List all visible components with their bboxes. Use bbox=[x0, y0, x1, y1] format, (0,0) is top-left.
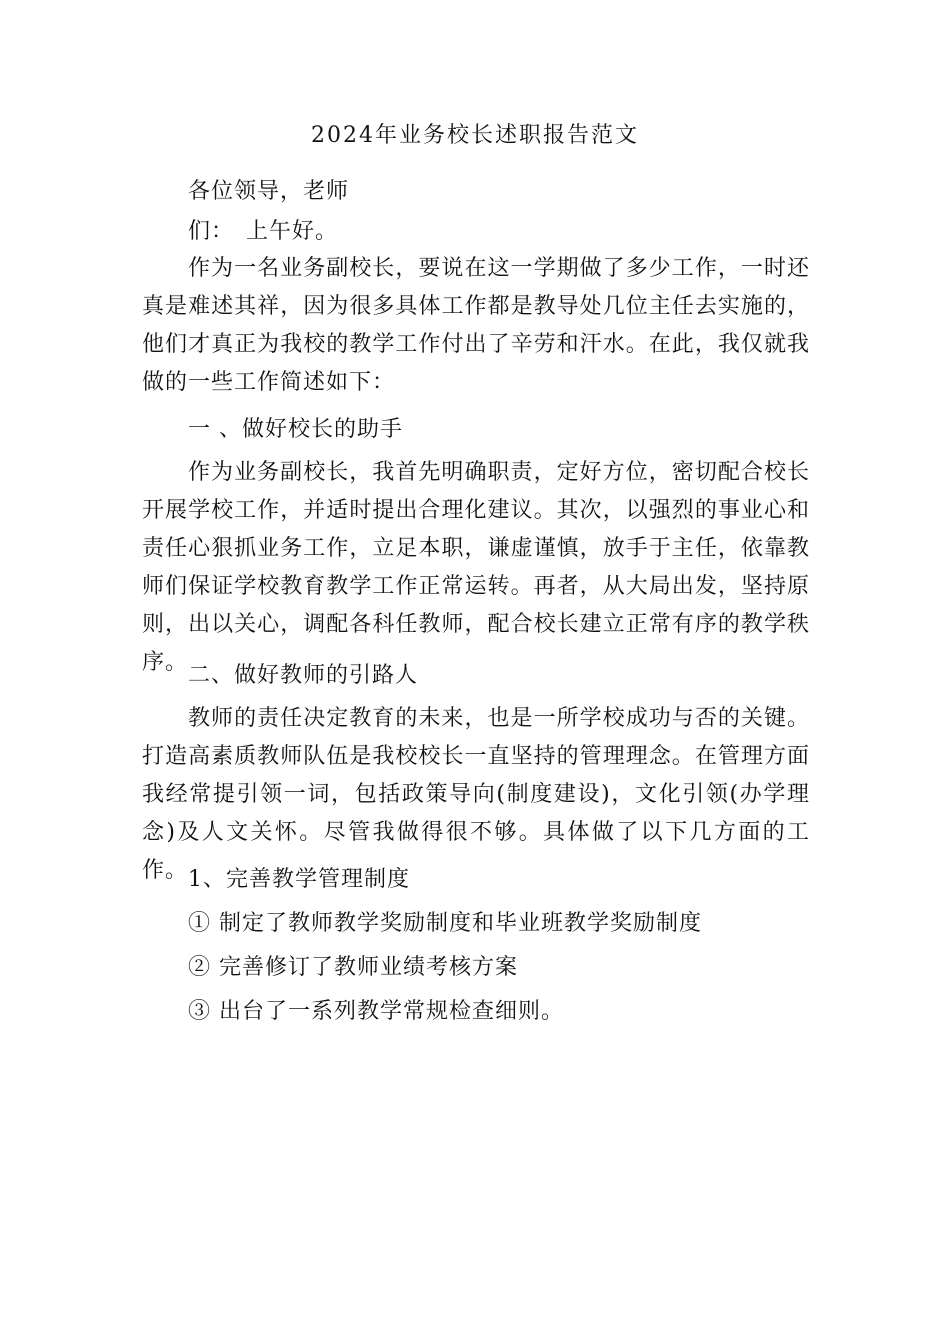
document-title: 2024年业务校长述职报告范文 bbox=[311, 123, 639, 148]
section-1-heading: 一 、做好校长的助手 bbox=[188, 417, 403, 442]
greeting-line-1: 各位领导，老师 bbox=[188, 179, 350, 204]
section-2-heading: 二、做好教师的引路人 bbox=[188, 663, 419, 688]
list-item: ③ 出台了一系列教学常规检查细则。 bbox=[188, 999, 564, 1024]
section-2-paragraph: 教师的责任决定教育的未来，也是一所学校成功与否的关键。打造高素质教师队伍是我校校长一直坚持的管理理念。在管理方面我经常提引领一词，包括政策导向(制度建设)，文化引领(办学理念)及人文关怀。尽管我做得很不够。具体做了以下几方面的工作。 bbox=[142, 706, 810, 883]
section-1-paragraph: 作为业务副校长，我首先明确职责，定好方位，密切配合校长开展学校工作，并适时提出合理化建议。其次，以强烈的事业心和责任心狠抓业务工作，立足本职，谦虚谨慎，放手于主任，依靠教师们保证学校教育教学工作正常运转。再者，从大局出发，坚持原则，出以关心，调配各科任教师，配合校长建立正常有序的教学秩序。 bbox=[142, 460, 810, 675]
list-item: ② 完善修订了教师业绩考核方案 bbox=[188, 955, 518, 980]
intro-paragraph: 作为一名业务副校长，要说在这一学期做了多少工作，一时还真是难述其祥，因为很多具体工作都是教导处几位主任去实施的，他们才真正为我校的教学工作付出了辛劳和汗水。在此，我仅就我做的一些工作简述如下： bbox=[142, 256, 810, 395]
list-item: ① 制定了教师教学奖励制度和毕业班教学奖励制度 bbox=[188, 911, 702, 936]
subsection-1-heading: 1、完善教学管理制度 bbox=[188, 867, 410, 892]
greeting-line-2: 们： 上午好。 bbox=[188, 219, 339, 244]
